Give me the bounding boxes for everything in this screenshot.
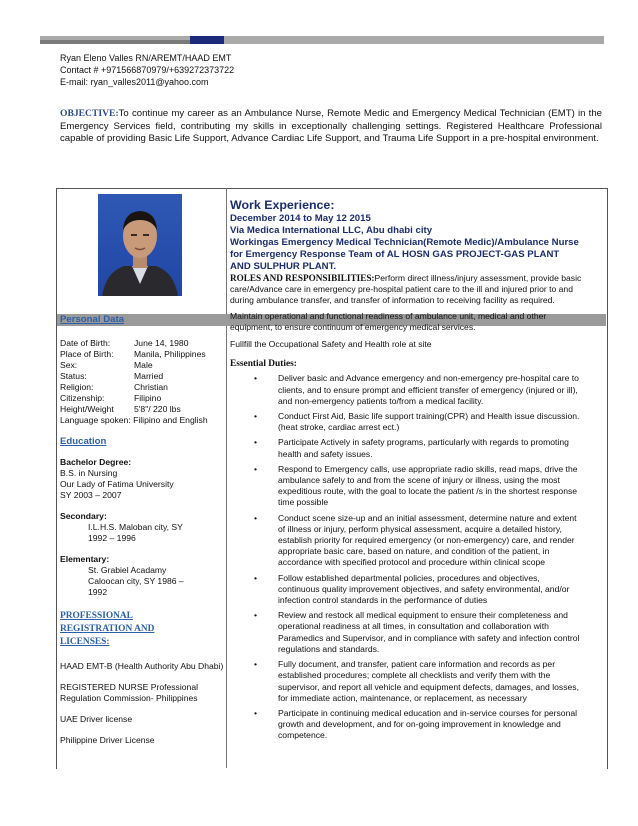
email-line: E-mail: ryan_valles2011@yahoo.com <box>60 77 209 87</box>
duty-item: • Review and restock all medical equipment to ensure their completeness and operational readiness at all times, in consultation and collaboration with Paramedics and Supervisor, and in compliance with safety and infection control regulations and standards. <box>254 610 582 655</box>
license-item: UAE Driver license <box>60 714 133 724</box>
education-heading: Education <box>60 436 107 447</box>
licenses-heading: PROFESSIONAL REGISTRATION AND LICENSES: <box>60 611 155 647</box>
profile-photo <box>98 194 182 296</box>
elementary-label: Elementary: <box>60 554 110 564</box>
duties-heading: Essential Duties: <box>230 359 297 370</box>
personal-row: Height/Weight 5'8"/ 220 lbs <box>60 404 181 414</box>
elementary-line: 1992 <box>88 587 108 597</box>
language-spoken: Language spoken: Filipino and English <box>60 415 208 425</box>
bachelor-line: B.S. in Nursing <box>60 468 118 478</box>
secondary-label: Secondary: <box>60 511 107 521</box>
license-item: Philippine Driver License <box>60 735 155 745</box>
header-rule-accent <box>190 36 224 44</box>
personal-row: Date of Birth: June 14, 1980 <box>60 338 189 348</box>
personal-row: Religion: Christian <box>60 382 168 392</box>
personal-row: Status: Married <box>60 371 164 381</box>
roles-text: Perform direct illness/injury assessment, provide basic care/Advance care in emergency pre-hospital patient care to the ill and injured prior to and during ambulance transfer, and transfer of information to receiving facility as required. <box>230 273 582 306</box>
elementary-line: Caloocan city, SY 1986 – <box>88 576 184 586</box>
objective-section <box>60 108 602 146</box>
license-item: HAAD EMT-B (Health Authority Abu Dhabi) <box>60 661 224 671</box>
right-column <box>230 198 582 746</box>
personal-row: Place of Birth: Manila, Philippines <box>60 349 206 359</box>
name-line: Ryan Eleno Valles RN/AREMT/HAAD EMT <box>60 53 232 63</box>
objective-text: To continue my career as an Ambulance Nurse, Remote Medic and Emergency Medical Technician (EMT) in the Emergency Services field, contributing my skills in exceptionally challenging settings. Registered Healthcare Professional capable of providing Basic Life Support, Advance Cardiac Life Support, and Trauma Life Support in a pre-hospital environment. <box>60 108 602 145</box>
roles-paragraph <box>230 273 582 307</box>
duty-item: • Respond to Emergency calls, use appropriate radio skills, read maps, drive the ambulance safely to and from the scene of injury or illness, using the most expeditious route, with the goal to locate the patient /s in the shortest response time possible <box>254 464 582 509</box>
maintain-paragraph: Maintain operational and functional readiness of ambulance unit, medical and other equipment, to ensure continuum of emergency medical services. <box>230 310 547 332</box>
personal-row: Citizenship: Filipino <box>60 393 162 403</box>
bachelor-line: SY 2003 – 2007 <box>60 490 122 500</box>
roles-label: ROLES AND RESPONSIBILITIES: <box>230 273 375 283</box>
license-item: REGISTERED NURSE Professional Regulation Commission- Philippines <box>60 682 199 703</box>
duty-item: • Conduct scene size-up and an initial assessment, determine nature and extent of illness or injury, perform physical assessment, acquire a detailed history, establish priority for required emergency (or non-emergency) care, and render appropriate basic care, based on nature, and condition of the patient, in accordance with specified protocol and procedure within clinical scope <box>254 513 582 569</box>
work-position: Workingas Emergency Medical Technician(Remote Medic)/Ambulance Nurse for Emergency Response Team of AL HOSN GAS PROJECT-GAS PLANT AND SULPHUR PLANT. <box>230 237 579 272</box>
header-rule-dark <box>40 40 190 44</box>
bachelor-line: Our Lady of Fatima University <box>60 479 174 489</box>
duty-item: • Participate Actively in safety programs, particularly with regards to promoting health and safety issues. <box>254 437 582 459</box>
duty-item: • Conduct First Aid, Basic life support training(CPR) and Health issue discussion. (heat stroke, cardiac arrest ect.) <box>254 411 582 433</box>
duty-item: • Fully document, and transfer, patient care information and records as per established procedures; complete all checklists and verify them with the supervisor, and report all vehicle and equipment defects, damages, and losses, for immediate action, maintenance, or replacement, as necessary <box>254 659 582 704</box>
work-experience-heading: Work Experience: <box>230 198 335 212</box>
personal-row: Sex: Male <box>60 360 153 370</box>
work-company: Via Medica International LLC, Abu dhabi city <box>230 225 433 236</box>
secondary-line: 1992 – 1996 <box>88 533 136 543</box>
column-divider <box>226 188 227 768</box>
elementary-line: St. Grabiel Acadamy <box>88 565 167 575</box>
duties-list <box>230 373 582 741</box>
left-column <box>60 314 224 746</box>
objective-label: OBJECTIVE: <box>60 108 119 119</box>
work-dates: December 2014 to May 12 2015 <box>230 213 371 224</box>
bachelor-label: Bachelor Degree: <box>60 457 132 467</box>
duty-item: • Deliver basic and Advance emergency and non-emergency pre-hospital care to clients, and to ensure prompt and efficient transfer of emergency (injured or ill), and non-emergency patients to/from a medical facility. <box>254 373 582 407</box>
secondary-line: I.L.H.S. Maloban city, SY <box>88 522 183 532</box>
duty-item: • Follow established departmental policies, procedures and objectives, continuous quality improvement objectives, and safety environmental, and/or infection control standards in the performance of duties <box>254 573 582 607</box>
personal-data-heading: Personal Data <box>60 314 124 325</box>
contact-block <box>60 52 234 88</box>
phone-line: Contact # +971566870979/+639272373722 <box>60 65 235 75</box>
duty-item: • Participate in continuing medical education and in-service courses for personal growth and development, and for on-going improvement in knowledge and competence. <box>254 708 582 742</box>
fulfill-paragraph: Fullfill the Occupational Safety and Health role at site <box>230 339 432 350</box>
